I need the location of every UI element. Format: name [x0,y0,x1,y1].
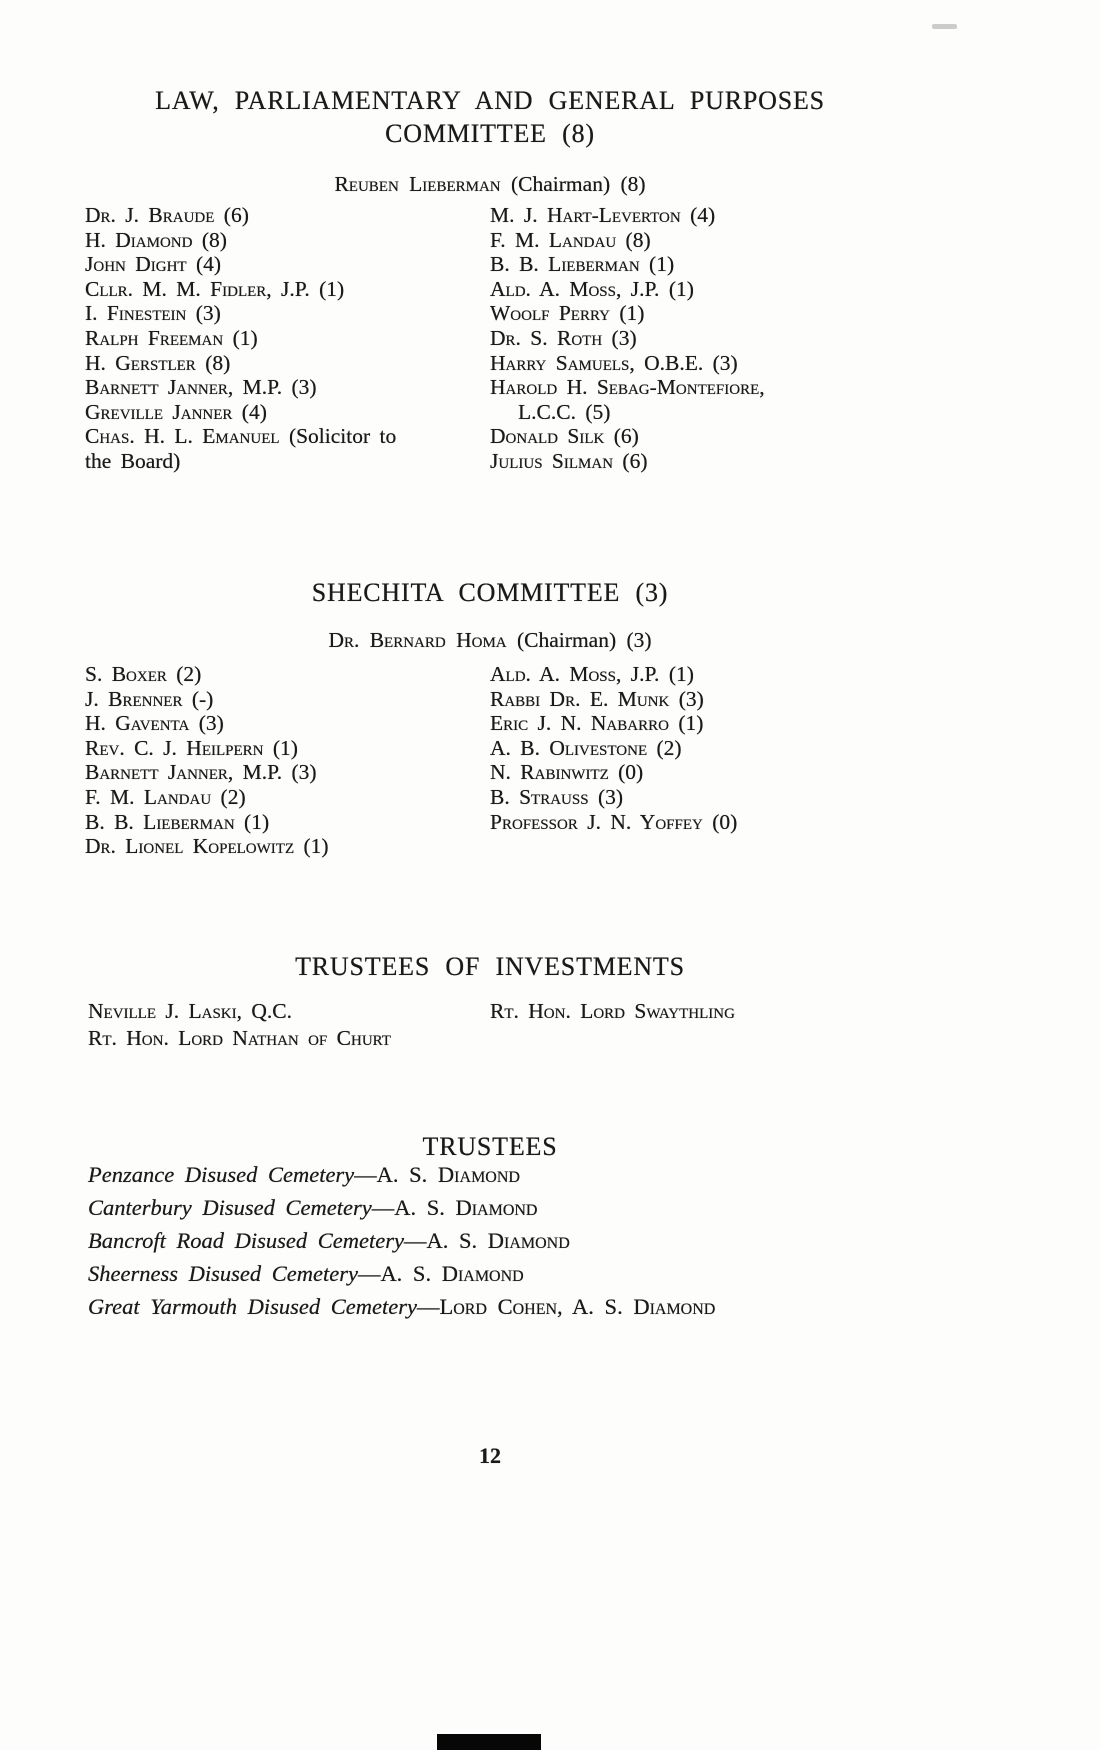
member-row [490,351,940,376]
member-note: (1) [668,711,704,736]
cemetery-name: Penzance Disused Cemetery [88,1162,355,1187]
member-note: (0) [702,809,738,834]
member-row [85,400,490,425]
member-row [85,711,490,736]
member-name: Ald. A. Moss, J.P. [490,662,660,686]
dash-separator: — [403,1228,427,1253]
member-name: Ralph Freeman [85,325,224,350]
member-row [85,277,490,302]
member-row [490,375,940,400]
cemetery-name: Sheerness Disused Cemetery [88,1261,358,1286]
member-row [490,449,940,474]
member-note: (6) [613,448,648,473]
member-name: Chas. H. L. Emanuel [85,424,280,449]
member-row [85,351,490,376]
member-name: Eric J. N. Nabarro [490,711,669,736]
member-name: I. Finestein [85,301,187,326]
member-name: Harry Samuels, O.B.E. [490,350,704,375]
law-committee-members [60,203,940,474]
member-name: B. B. Lieberman [490,252,640,277]
member-note: (6) [214,203,249,227]
member-row [85,252,490,277]
member-note: (4) [232,399,267,424]
member-note: (3) [282,375,317,400]
member-row [85,662,490,687]
member-note: (4) [186,252,222,277]
dash-separator: — [357,1261,381,1286]
member-name: H. Gerstler [85,350,196,375]
member-row [85,810,490,835]
member-row [85,424,490,449]
member-name: Julius Silman [490,448,614,473]
trustee-row [60,1257,1020,1290]
trustee-row [60,1191,1020,1224]
cemetery-name: Canterbury Disused Cemetery [88,1195,372,1220]
page-number: 12 [479,1443,501,1468]
scan-artifact-mark [932,24,957,29]
law-committee-left-column [60,203,490,474]
member-note: (1) [659,662,694,686]
member-row [85,687,490,712]
member-note: (1) [294,834,329,859]
member-note: (1) [609,301,645,326]
member-note: (1) [234,809,270,834]
member-row [85,326,490,351]
member-row [490,810,940,835]
member-name: Dr. Lionel Kopelowitz [85,834,295,859]
member-note: (1) [659,276,694,301]
member-note: (-) [182,686,214,711]
member-name: Barnett Janner, M.P. [85,760,283,785]
member-name: H. Diamond [85,227,193,252]
member-note: (2) [647,735,682,760]
member-row [490,228,940,253]
scan-edge-artifact [437,1734,541,1750]
member-note: (3) [669,686,704,711]
member-note: (6) [604,424,639,449]
member-row [85,203,490,228]
chairman-note: (Chairman) (3) [506,628,652,652]
dash-separator: — [416,1294,440,1319]
member-name: B. Strauss [490,784,589,809]
trustee-name: Rt. Hon. Lord Swaythling [490,999,735,1023]
dash-separator: — [354,1162,377,1187]
member-note: (3) [703,350,738,375]
chairman-name: Dr. Bernard Homa [328,628,507,652]
member-name: Cllr. M. M. Fidler, J.P. [85,276,310,301]
trustees-of-investments-title: TRUSTEES OF INVESTMENTS [295,952,685,981]
member-note: (3) [588,784,624,809]
member-note: (5) [575,399,611,424]
law-committee-chairman [60,172,920,197]
cemetery-name: Great Yarmouth Disused Cemetery [88,1294,417,1319]
chairman-name: Reuben Lieberman [334,172,501,196]
member-row [85,736,490,761]
law-committee-right-column [490,203,940,474]
member-note: (4) [680,203,716,227]
trustees-list [60,1158,1020,1323]
trustee-name: A. S. Diamond [394,1195,538,1220]
member-row [85,375,490,400]
member-row [490,301,940,326]
trustee-name: Lord Cohen, A. S. Diamond [439,1294,716,1319]
trustee-name: Neville J. Laski, Q.C. [88,999,292,1023]
member-name: J. Brenner [85,686,183,711]
trustees-title: TRUSTEES [422,1132,558,1161]
member-name: S. Boxer [85,662,167,686]
member-name: H. Gaventa [85,711,190,736]
member-name: Rabbi Dr. E. Munk [490,686,670,711]
member-note: (2) [166,662,202,686]
member-name: John Dight [85,252,187,277]
trustee-name: A. S. Diamond [426,1228,570,1253]
trustee-row [60,1224,1020,1257]
member-row [85,228,490,253]
member-note: (1) [223,325,258,350]
member-name: Donald Silk [490,424,605,449]
member-note: (1) [309,276,345,301]
cemetery-name: Bancroft Road Disused Cemetery [88,1228,404,1253]
member-row [490,736,940,761]
shechita-committee-members [60,662,940,859]
trustee-row [60,1158,1020,1191]
member-note: (3) [189,711,224,736]
law-committee-title [60,84,920,150]
member-note: (1) [263,735,298,760]
member-name: Woolf Perry [490,301,610,326]
member-name: Greville Janner [85,399,233,424]
member-row [490,203,940,228]
member-row [490,785,940,810]
member-row [490,277,940,302]
member-note: (0) [608,760,644,785]
trustee-name: Rt. Hon. Lord Nathan of Churt [88,1025,391,1050]
member-row [490,326,940,351]
member-name: F. M. Landau [85,784,212,809]
member-name: Harold H. Sebag-Montefiore, [490,375,765,400]
member-note: (1) [639,252,675,277]
member-note: (8) [195,350,231,375]
member-name: Dr. S. Roth [490,325,603,350]
member-note: (8) [192,227,227,252]
member-row [490,711,940,736]
member-note: the Board) [85,448,181,473]
member-name: M. J. Hart-Leverton [490,203,681,227]
investments-left-column [60,998,490,1051]
member-row [85,785,490,810]
member-note: (8) [616,227,651,252]
member-note: (Solicitor to [279,424,397,449]
shechita-left-column [60,662,490,859]
member-note: (3) [186,301,221,326]
trustee-name: A. S. Diamond [380,1261,524,1286]
member-note: (3) [602,325,637,350]
shechita-committee-title: SHECHITA COMMITTEE (3) [311,578,669,607]
trustee-name: A. S. Diamond [376,1162,520,1187]
member-name: Ald. A. Moss, J.P. [490,276,660,301]
member-name: Barnett Janner, M.P. [85,375,283,400]
member-row-continuation [85,449,490,474]
member-row [490,662,940,687]
chairman-note: (Chairman) (8) [500,172,646,196]
shechita-right-column [490,662,940,834]
dash-separator: — [371,1195,395,1220]
law-committee-title-line1: LAW, PARLIAMENTARY AND GENERAL PURPOSES [155,86,825,115]
shechita-committee-chairman [60,628,920,653]
member-row-continuation [490,400,940,425]
member-name: N. Rabinwitz [490,760,609,785]
member-name: A. B. Olivestone [490,735,648,760]
member-row [85,760,490,785]
member-note: (2) [211,784,246,809]
member-row [490,687,940,712]
trustee-row [60,1290,1020,1323]
member-name: Rev. C. J. Heilpern [85,735,264,760]
member-name: B. B. Lieberman [85,809,235,834]
member-note: (3) [282,760,317,785]
member-row [85,834,490,859]
law-committee-title-line2: COMMITTEE (8) [385,119,595,148]
member-row [490,760,940,785]
member-name: Professor J. N. Yoffey [490,809,703,834]
trustees-of-investments-names [60,998,940,1051]
member-name: L.C.C. [518,399,576,424]
member-row [85,301,490,326]
investments-right-column [490,998,940,1025]
member-name: Dr. J. Braude [85,203,215,227]
member-row [490,424,940,449]
member-row [490,252,940,277]
member-name: F. M. Landau [490,227,617,252]
